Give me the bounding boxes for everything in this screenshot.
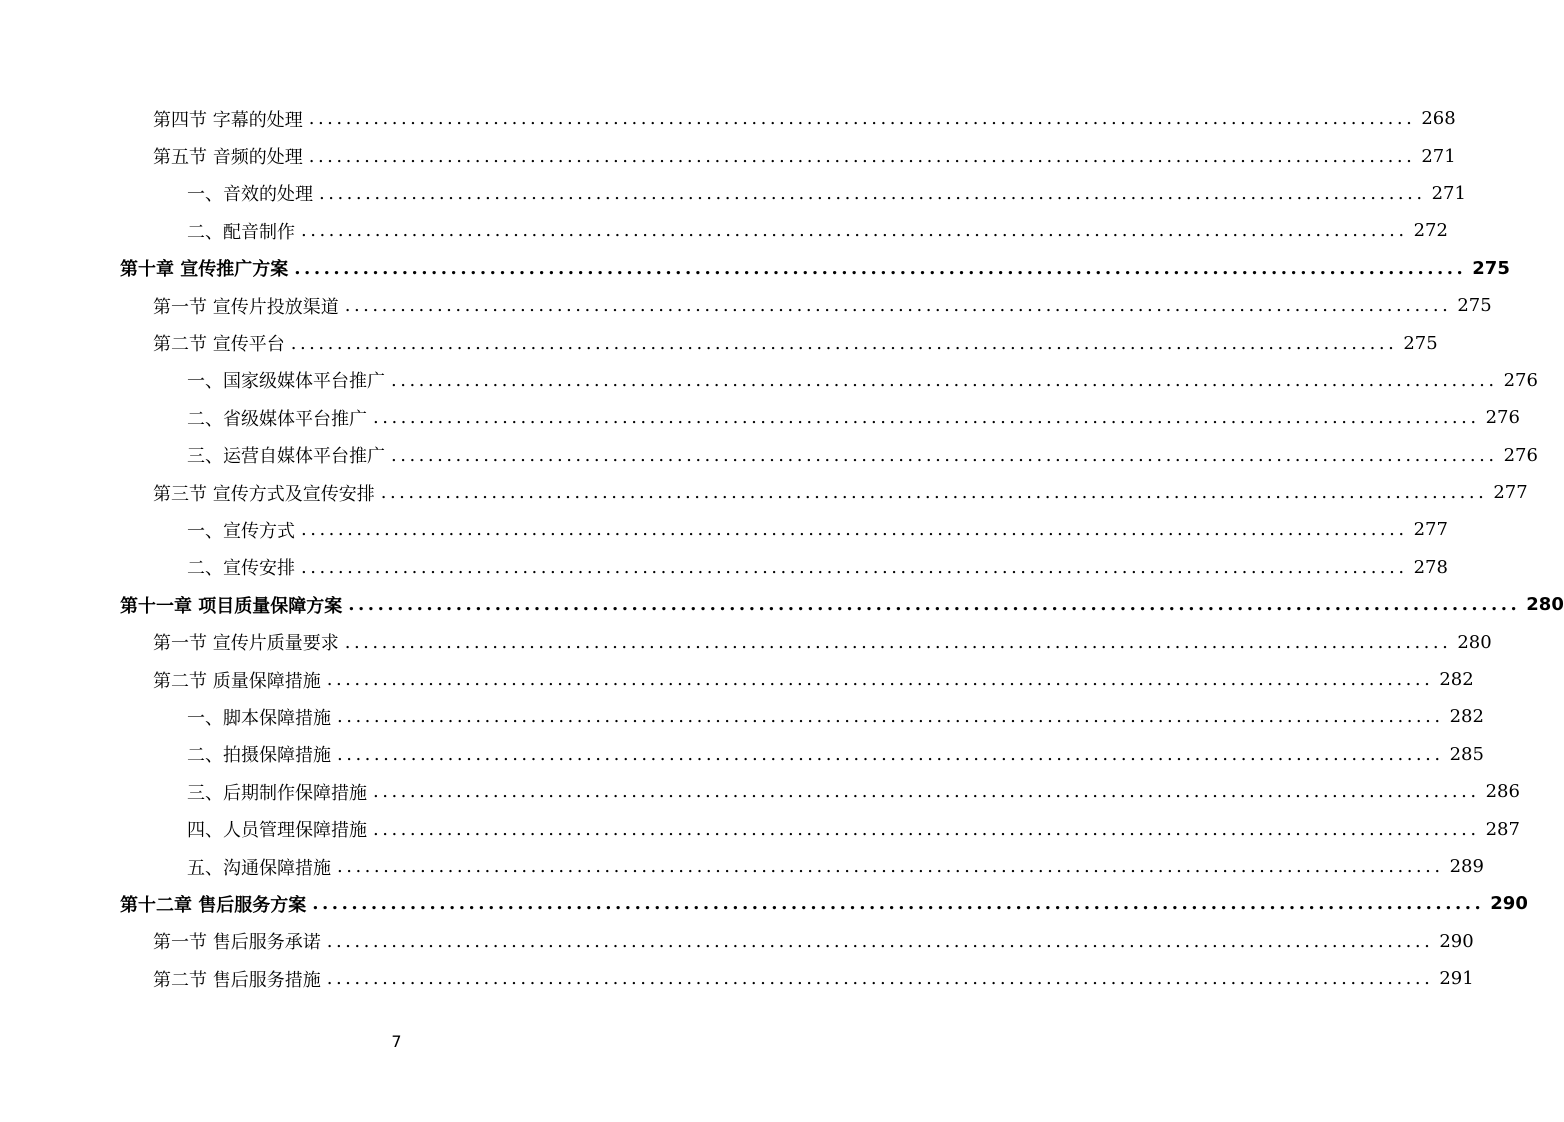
toc-leader-dots: ........................................................................................................................ bbox=[326, 669, 1434, 691]
toc-entry-title: 第二节 宣传平台 bbox=[153, 334, 285, 356]
toc-leader-dots: ........................................................................................................................ bbox=[308, 145, 1416, 167]
page-number: 7 bbox=[391, 1032, 402, 1051]
toc-leader-dots: ........................................................................................................................ bbox=[301, 519, 1408, 541]
toc-subsection-entry[interactable] bbox=[0, 848, 1484, 885]
toc-entry-title: 第十二章 售后服务方案 bbox=[120, 894, 307, 916]
toc-leader-dots: ........................................................................................................................ bbox=[380, 482, 1488, 504]
toc-leader-dots: ........................................................................................................................ bbox=[373, 781, 1480, 803]
toc-section-entry[interactable] bbox=[0, 474, 1528, 511]
toc-entry-page: 282 bbox=[1449, 706, 1484, 728]
toc-leader-dots: ........................................................................................................................ bbox=[337, 743, 1444, 765]
toc-entry-page: 277 bbox=[1413, 519, 1448, 541]
toc-entry-title: 二、省级媒体平台推广 bbox=[187, 408, 367, 430]
toc-entry-title: 第一节 宣传片投放渠道 bbox=[153, 296, 339, 318]
toc-subsection-entry[interactable] bbox=[0, 362, 1538, 399]
toc-entry-page: 276 bbox=[1503, 444, 1538, 466]
toc-leader-dots: ........................................................................................................................ bbox=[301, 556, 1408, 578]
toc-entry-page: 290 bbox=[1439, 930, 1474, 952]
toc-entry-page: 290 bbox=[1490, 893, 1528, 915]
toc-entry-title: 第一节 售后服务承诺 bbox=[153, 932, 321, 954]
toc-entry-title: 第一节 宣传片质量要求 bbox=[153, 633, 339, 655]
toc-entry-page: 268 bbox=[1421, 108, 1456, 130]
toc-leader-dots: ........................................................................................................................ bbox=[373, 818, 1480, 840]
toc-entry-page: 271 bbox=[1431, 182, 1466, 204]
toc-entry-page: 276 bbox=[1503, 369, 1538, 391]
toc-section-entry[interactable] bbox=[0, 623, 1492, 660]
toc-entry-title: 第十一章 项目质量保障方案 bbox=[120, 595, 343, 617]
toc-subsection-entry[interactable] bbox=[0, 698, 1484, 735]
toc-entry-title: 三、后期制作保障措施 bbox=[187, 782, 367, 804]
toc-subsection-entry[interactable] bbox=[0, 437, 1538, 474]
toc-leader-dots: ........................................................................................................................ bbox=[308, 108, 1416, 130]
toc-leader-dots: ........................................................................................................................ bbox=[391, 444, 1498, 466]
toc-section-entry[interactable] bbox=[0, 923, 1474, 960]
toc-entry-title: 二、宣传安排 bbox=[187, 558, 295, 580]
toc-section-entry[interactable] bbox=[0, 324, 1438, 361]
toc-subsection-entry[interactable] bbox=[0, 175, 1466, 212]
toc-entry-title: 一、国家级媒体平台推广 bbox=[187, 371, 385, 393]
toc-section-entry[interactable] bbox=[0, 137, 1456, 174]
toc-leader-dots: ........................................................................................................................ bbox=[326, 968, 1434, 990]
toc-leader-dots: ........................................................................................................................ bbox=[326, 930, 1434, 952]
toc-leader-dots: ........................................................................................................................ bbox=[344, 631, 1452, 653]
toc-entry-page: 275 bbox=[1472, 257, 1510, 279]
toc-entry-page: 275 bbox=[1403, 332, 1438, 354]
toc-section-entry[interactable] bbox=[0, 287, 1492, 324]
toc-entry-title: 第二节 质量保障措施 bbox=[153, 670, 321, 692]
toc-subsection-entry[interactable] bbox=[0, 212, 1448, 249]
toc-entry-page: 286 bbox=[1485, 781, 1520, 803]
toc-entry-page: 280 bbox=[1457, 631, 1492, 653]
toc-entry-title: 第三节 宣传方式及宣传安排 bbox=[153, 483, 375, 505]
toc-chapter-entry[interactable] bbox=[0, 586, 1564, 623]
toc-entry-title: 五、沟通保障措施 bbox=[187, 857, 331, 879]
toc-leader-dots: ........................................................................................................................ bbox=[337, 706, 1444, 728]
toc-leader-dots: ........................................................................................................................ bbox=[348, 594, 1521, 616]
toc-entry-page: 285 bbox=[1449, 743, 1484, 765]
toc-entry-page: 276 bbox=[1485, 407, 1520, 429]
toc-leader-dots: ........................................................................................................................ bbox=[373, 407, 1480, 429]
toc-entry-title: 第四节 字幕的处理 bbox=[153, 109, 303, 131]
toc-subsection-entry[interactable] bbox=[0, 549, 1448, 586]
toc-section-entry[interactable] bbox=[0, 100, 1456, 137]
toc-entry-title: 第五节 音频的处理 bbox=[153, 147, 303, 169]
toc-leader-dots: ........................................................................................................................ bbox=[301, 220, 1408, 242]
toc-leader-dots: ........................................................................................................................ bbox=[319, 182, 1426, 204]
toc-entry-title: 第二节 售后服务措施 bbox=[153, 969, 321, 991]
toc-subsection-entry[interactable] bbox=[0, 511, 1448, 548]
toc-entry-page: 291 bbox=[1439, 968, 1474, 990]
toc-entry-title: 二、拍摄保障措施 bbox=[187, 745, 331, 767]
toc-entry-page: 271 bbox=[1421, 145, 1456, 167]
toc-leader-dots: ........................................................................................................................ bbox=[344, 295, 1452, 317]
toc-entry-title: 一、宣传方式 bbox=[187, 520, 295, 542]
toc-entry-page: 282 bbox=[1439, 669, 1474, 691]
toc-leader-dots: ........................................................................................................................ bbox=[337, 856, 1444, 877]
toc-leader-dots: ........................................................................................................................ bbox=[391, 369, 1498, 391]
toc-entry-page: 280 bbox=[1526, 594, 1564, 616]
toc-entry-title: 一、音效的处理 bbox=[187, 184, 313, 206]
table-of-contents bbox=[0, 100, 1564, 997]
toc-leader-dots: ........................................................................................................................ bbox=[312, 893, 1485, 915]
toc-subsection-entry[interactable] bbox=[0, 773, 1520, 810]
toc-entry-title: 二、配音制作 bbox=[187, 221, 295, 243]
toc-entry-page: 277 bbox=[1493, 482, 1528, 504]
toc-entry-page: 278 bbox=[1413, 556, 1448, 578]
toc-entry-title: 四、人员管理保障措施 bbox=[187, 820, 367, 842]
toc-entry-title: 三、运营自媒体平台推广 bbox=[187, 446, 385, 468]
toc-leader-dots: ........................................................................................................................ bbox=[290, 332, 1398, 354]
toc-subsection-entry[interactable] bbox=[0, 399, 1520, 436]
toc-chapter-entry[interactable] bbox=[0, 250, 1510, 287]
toc-subsection-entry[interactable] bbox=[0, 810, 1520, 847]
toc-entry-title: 一、脚本保障措施 bbox=[187, 707, 331, 729]
toc-subsection-entry[interactable] bbox=[0, 736, 1484, 773]
toc-leader-dots: ........................................................................................................................ bbox=[294, 257, 1467, 279]
toc-chapter-entry[interactable] bbox=[0, 885, 1528, 922]
toc-entry-title: 第十章 宣传推广方案 bbox=[120, 259, 289, 281]
toc-entry-page: 275 bbox=[1457, 295, 1492, 317]
toc-entry-page: 289 bbox=[1449, 856, 1484, 877]
toc-entry-page: 272 bbox=[1413, 220, 1448, 242]
toc-entry-page: 287 bbox=[1485, 818, 1520, 840]
toc-section-entry[interactable] bbox=[0, 960, 1474, 997]
toc-section-entry[interactable] bbox=[0, 661, 1474, 698]
